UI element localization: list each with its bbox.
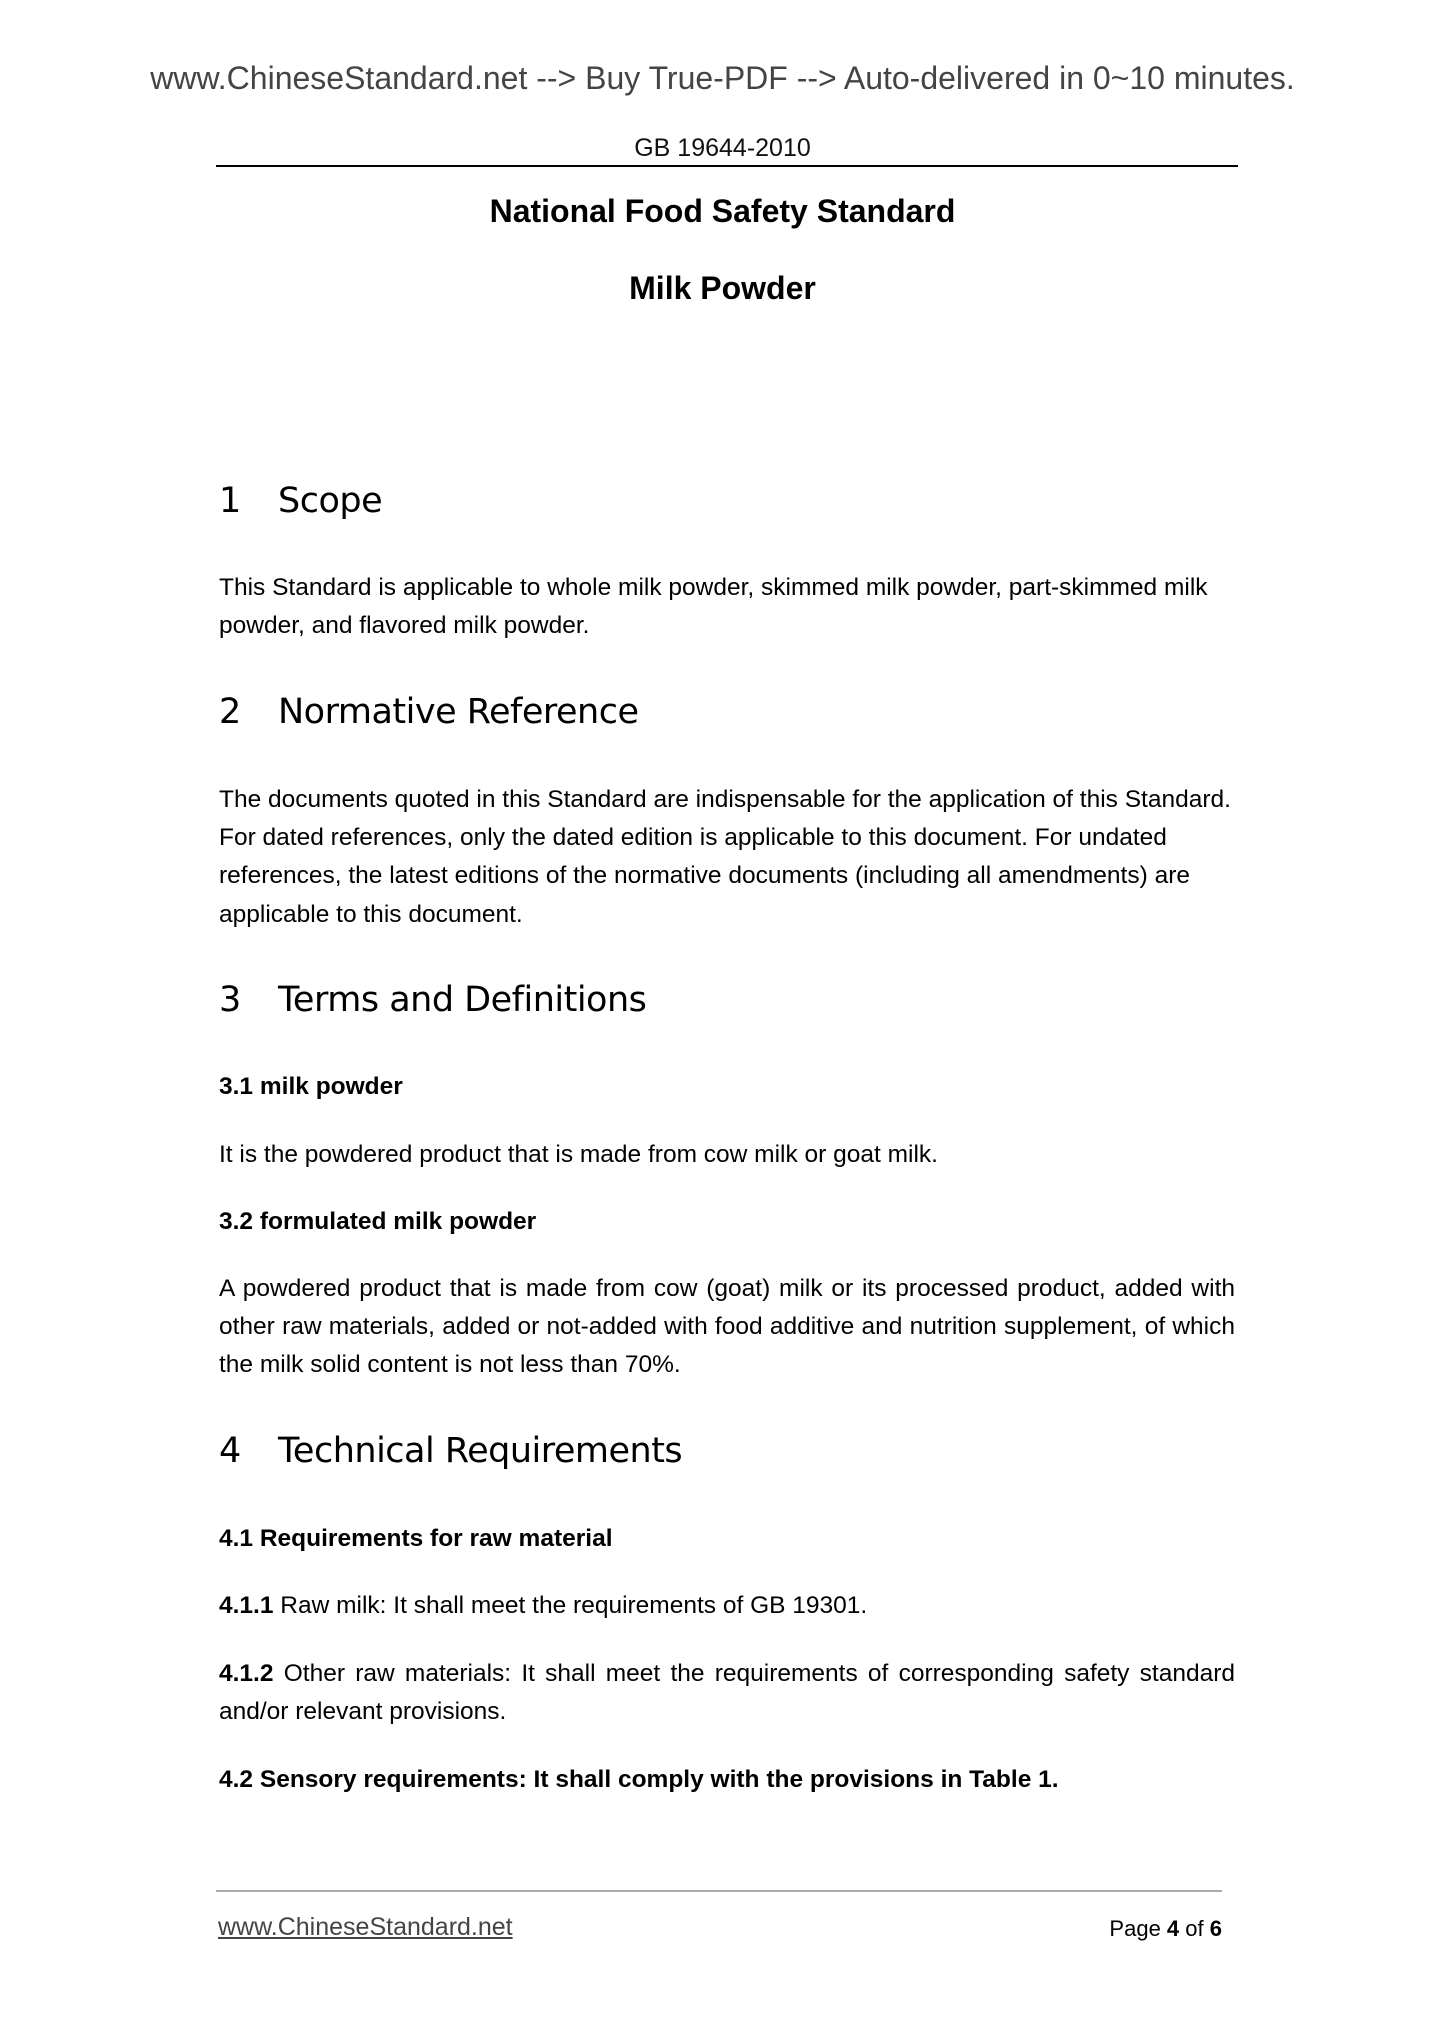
section-heading-terms xyxy=(219,980,646,1020)
footer-website-link[interactable]: www.ChineseStandard.net xyxy=(218,1913,513,1941)
current-page: 4 xyxy=(1166,1916,1180,1941)
section-title: Technical Requirements xyxy=(278,1431,683,1471)
definition-text-formulated: A powdered product that is made from cow (goat) milk or its processed product, added with other raw materials, added or not-added with food additive and nutrition supplement, of which the milk solid content is not less than 70%. xyxy=(219,1275,1235,1379)
promo-banner: www.ChineseStandard.net --> Buy True-PDF --> Auto-delivered in 0~10 minutes. xyxy=(150,60,1295,96)
clause-4-2: 4.2 Sensory requirements: It shall comply with the provisions in Table 1. xyxy=(219,1766,1059,1793)
scope-paragraph: This Standard is applicable to whole milk powder, skimmed milk powder, part-skimmed milk powder, and flavored milk powder. xyxy=(219,574,1208,640)
section-number: 1 xyxy=(219,481,241,521)
section-heading-scope xyxy=(219,481,382,521)
page-label: Page xyxy=(1109,1916,1167,1941)
document-number: GB 19644-2010 xyxy=(634,134,811,162)
section-heading-normative-reference xyxy=(219,692,638,732)
document-subtitle: Milk Powder xyxy=(629,270,816,306)
section-title: Scope xyxy=(278,481,383,521)
section-number: 3 xyxy=(219,980,241,1020)
clause-4-1-title: 4.1 Requirements for raw material xyxy=(219,1525,613,1552)
footer-divider xyxy=(216,1890,1222,1892)
section-number: 4 xyxy=(219,1431,241,1471)
normative-reference-paragraph: The documents quoted in this Standard are indispensable for the application of this Standard. For dated references, only the dated edition is applicable to this document. For undated references, the latest editions of the normative documents (including all amendments) are applicable to this document. xyxy=(219,786,1231,928)
page-of-label: of xyxy=(1179,1916,1210,1941)
section-title: Normative Reference xyxy=(278,692,639,732)
clause-number: 4.1.1 xyxy=(219,1592,274,1619)
clause-4-1-2 xyxy=(219,1655,1235,1731)
page-indicator xyxy=(1050,1916,1222,1942)
clause-text: Raw milk: It shall meet the requirements of GB 19301. xyxy=(273,1592,868,1619)
section-heading-technical xyxy=(219,1431,682,1471)
total-pages: 6 xyxy=(1209,1916,1222,1941)
definition-title-formulated: 3.2 formulated milk powder xyxy=(219,1208,537,1235)
header-divider xyxy=(216,165,1238,167)
section-number: 2 xyxy=(219,692,241,732)
clause-text: Other raw materials: It shall meet the requirements of corresponding safety standard and/or relevant provisions. xyxy=(219,1660,1235,1726)
definition-text-milk-powder: It is the powdered product that is made from cow milk or goat milk. xyxy=(219,1141,938,1168)
definition-title-milk-powder: 3.1 milk powder xyxy=(219,1073,403,1100)
section-title: Terms and Definitions xyxy=(278,980,647,1020)
clause-number: 4.1.2 xyxy=(219,1660,274,1687)
document-title: National Food Safety Standard xyxy=(489,193,956,229)
clause-4-1-1 xyxy=(219,1587,1235,1625)
